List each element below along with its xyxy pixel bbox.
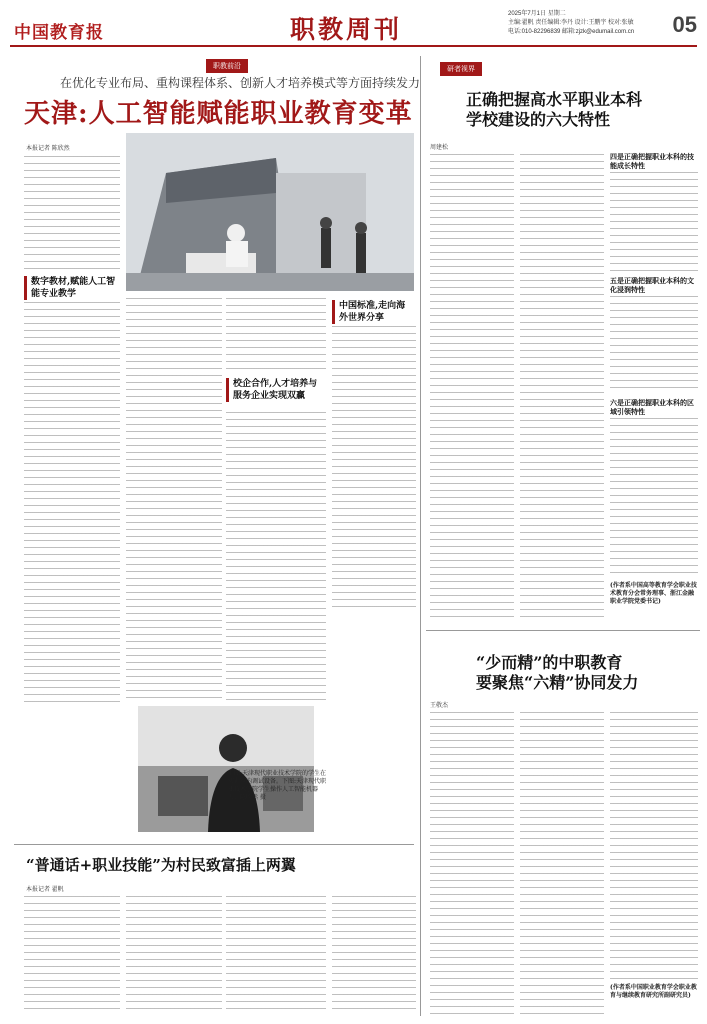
right-top-author-note: (作者系中国高等教育学会职业技术教育分会常务理事、浙江金融职业学院党委书记) [610, 582, 697, 605]
bottom-left-text-col3 [226, 896, 326, 1014]
right-top-text-col1 [430, 154, 514, 622]
right-top-byline: 周建松 [430, 145, 449, 151]
right-bottom-text-col3 [610, 712, 698, 980]
bottom-left-divider [14, 844, 414, 845]
editor-line: 主编:翟帆 责任编辑:李丹 设计:王鹏宇 校对:张敏 [508, 20, 634, 26]
right-bottom-text-col1 [430, 712, 514, 1014]
masthead-info [508, 10, 658, 37]
lead-byline: 本报记者 陈欣然 [26, 146, 70, 152]
right-top-section-tag: 研者视界 [440, 62, 482, 76]
contact-line: 电话:010-82296839 邮箱:zjzk@edumail.com.cn [508, 29, 635, 35]
right-top-subhead-4: 四是正确把握职业本科的技能成长特性 [610, 152, 694, 170]
right-top-subhead-6: 六是正确把握职业本科的区域引领特性 [610, 398, 694, 416]
lead-subhead-3: 中国标准,走向海外世界分享 [332, 300, 412, 324]
bottom-left-text-col1 [24, 896, 120, 1014]
lead-text-col3b [226, 412, 326, 704]
bottom-left-text-col2 [126, 896, 222, 1014]
page-number: 05 [672, 12, 697, 37]
lead-subhead-1: 数字教材,赋能人工智能专业教学 [24, 276, 124, 300]
lead-subhead-2: 校企合作,人才培养与服务企业实现双赢 [226, 378, 326, 402]
lead-section-tag: 职教前沿 [206, 59, 248, 73]
lead-headline: 天津:人工智能赋能职业教育变革 [24, 99, 413, 129]
lead-text-col3a [226, 298, 326, 374]
right-bottom-author-note: (作者系中国职业教育学会职业教育与继续教育研究所副研究员) [610, 984, 697, 999]
right-top-text-col3a [610, 172, 698, 272]
lead-photo-bottom [138, 706, 314, 832]
masthead-rule [10, 45, 697, 47]
lead-kicker: 在优化专业布局、重构课程体系、创新人才培养模式等方面持续发力 [60, 76, 421, 90]
lead-photo-caption: 上图:天津现代职业技术学院的学生在实训室内调试设备。下图:天津现代职业技术学院学生操作人工智能机器人。陈欣然 摄 [228, 770, 327, 801]
bottom-left-byline: 本报记者 翟帆 [26, 887, 64, 893]
right-bottom-headline-line2: 要聚焦“六精”协同发力 [476, 673, 639, 692]
right-top-headline-line1: 正确把握高水平职业本科 [466, 90, 643, 109]
bottom-left-text-col4 [332, 896, 416, 1014]
section-title: 职教周刊 [290, 15, 403, 44]
right-top-text-col3b [610, 296, 698, 394]
lead-text-col1b [24, 302, 120, 704]
right-divider [426, 630, 700, 631]
lead-photo-top [126, 133, 414, 291]
column-divider [420, 56, 421, 1016]
right-top-text-col3c [610, 418, 698, 578]
lead-text-col2 [126, 298, 222, 704]
masthead [0, 0, 707, 52]
lead-text-col1a [24, 156, 120, 272]
issue-date: 2025年7月1日 星期二 [508, 11, 566, 17]
right-top-text-col2 [520, 154, 604, 622]
right-top-headline-line2: 学校建设的六大特性 [466, 110, 611, 129]
right-bottom-byline: 王敬杰 [430, 703, 449, 709]
right-bottom-text-col2 [520, 712, 604, 1014]
bottom-left-headline: “普通话+职业技能”为村民致富插上两翼 [26, 856, 296, 874]
paper-name: 中国教育报 [14, 23, 104, 43]
right-top-subhead-5: 五是正确把握职业本科的文化浸润特性 [610, 276, 694, 294]
lead-text-col4 [332, 326, 416, 608]
right-bottom-headline-line1: “少而精”的中职教育 [476, 653, 623, 672]
